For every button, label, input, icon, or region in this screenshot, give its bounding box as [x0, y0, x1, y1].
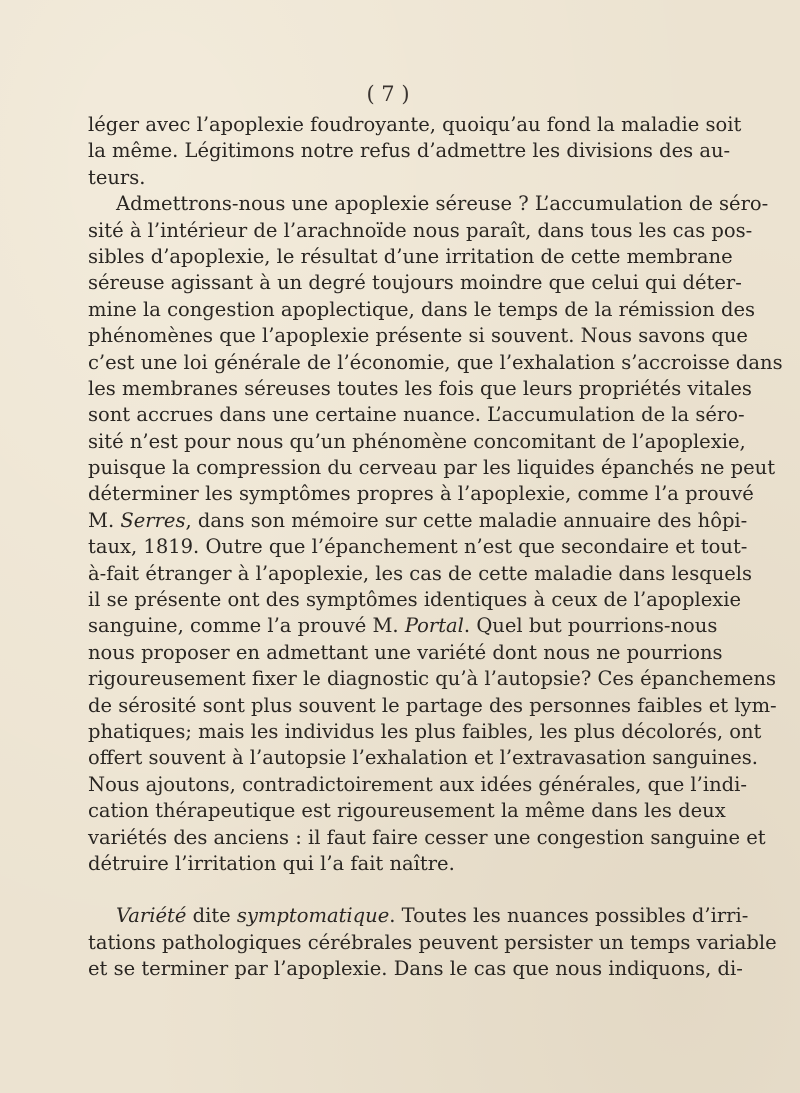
text-line: sanguine, comme l’a prouvé M. Portal. Quel but pourrions-nous	[88, 614, 718, 638]
text-line: c’est une loi générale de l’économie, que l’exhalation s’accroisse dans	[88, 350, 783, 374]
text-line: puisque la compression du cerveau par les liquides épanchés ne peut	[88, 456, 776, 480]
text-line: sité à l’intérieur de l’arachnoïde nous paraît, dans tous les cas pos-	[88, 218, 753, 242]
text-line: variétés des anciens : il faut faire cesser une congestion sanguine et	[88, 825, 766, 849]
text-line: sité n’est pour nous qu’un phénomène concomitant de l’apoplexie,	[88, 429, 746, 453]
text-line: tations pathologiques cérébrales peuvent persister un temps variable	[88, 930, 777, 954]
text-line: teurs.	[88, 165, 146, 189]
paragraph-gap	[88, 877, 712, 903]
page-number: ( 7 )	[366, 82, 410, 106]
text-line: cation thérapeutique est rigoureusement la même dans les deux	[88, 799, 726, 823]
text-line: rigoureusement fixer le diagnostic qu’à l’autopsie? Ces épanchemens	[88, 667, 776, 691]
text-line: offert souvent à l’autopsie l’exhalation et l’extravasation sanguines.	[88, 746, 758, 770]
text-line: mine la congestion apoplectique, dans le temps de la rémission des	[88, 297, 756, 321]
text-line: il se présente ont des symptômes identiques à ceux de l’apoplexie	[88, 588, 742, 612]
paragraph	[88, 191, 783, 877]
text-line: Nous ajoutons, contradictoirement aux idées générales, que l’indi-	[88, 772, 747, 796]
text-line: à-fait étranger à l’apoplexie, les cas de cette maladie dans lesquels	[88, 561, 753, 585]
paragraph	[88, 112, 742, 191]
paragraph	[88, 903, 777, 982]
text-line: sont accrues dans une certaine nuance. L’accumulation de la séro-	[88, 403, 745, 427]
text-line: séreuse agissant à un degré toujours moindre que celui qui déter-	[88, 271, 742, 295]
text-line: déterminer les symptômes propres à l’apoplexie, comme l’a prouvé	[88, 482, 754, 506]
text-line: les membranes séreuses toutes les fois que leurs propriétés vitales	[88, 376, 752, 400]
text-line: taux, 1819. Outre que l’épanchement n’est que secondaire et tout-	[88, 535, 748, 559]
text-line: M. Serres, dans son mémoire sur cette maladie annuaire des hôpi-	[88, 508, 748, 532]
text-line: Variété dite symptomatique. Toutes les nuances possibles d’irri-	[116, 904, 749, 928]
body-text	[88, 112, 783, 983]
text-line: léger avec l’apoplexie foudroyante, quoiqu’au fond la maladie soit	[88, 113, 742, 136]
text-line: et se terminer par l’apoplexie. Dans le cas que nous indiquons, di-	[88, 957, 743, 981]
text-line: nous proposer en admettant une variété dont nous ne pourrions	[88, 640, 723, 664]
text-line: phénomènes que l’apoplexie présente si souvent. Nous savons que	[88, 324, 748, 348]
text-line: phatiques; mais les individus les plus faibles, les plus décolorés, ont	[88, 719, 762, 743]
text-line: la même. Légitimons notre refus d’admettre les divisions des au-	[88, 139, 731, 163]
text-line: Admettrons-nous une apoplexie séreuse ? L’accumulation de séro-	[116, 192, 769, 216]
text-line: détruire l’irritation qui l’a fait naître.	[88, 851, 455, 875]
text-line: sibles d’apoplexie, le résultat d’une irritation de cette membrane	[88, 244, 733, 268]
text-line: de sérosité sont plus souvent le partage des personnes faibles et lym-	[88, 693, 777, 717]
